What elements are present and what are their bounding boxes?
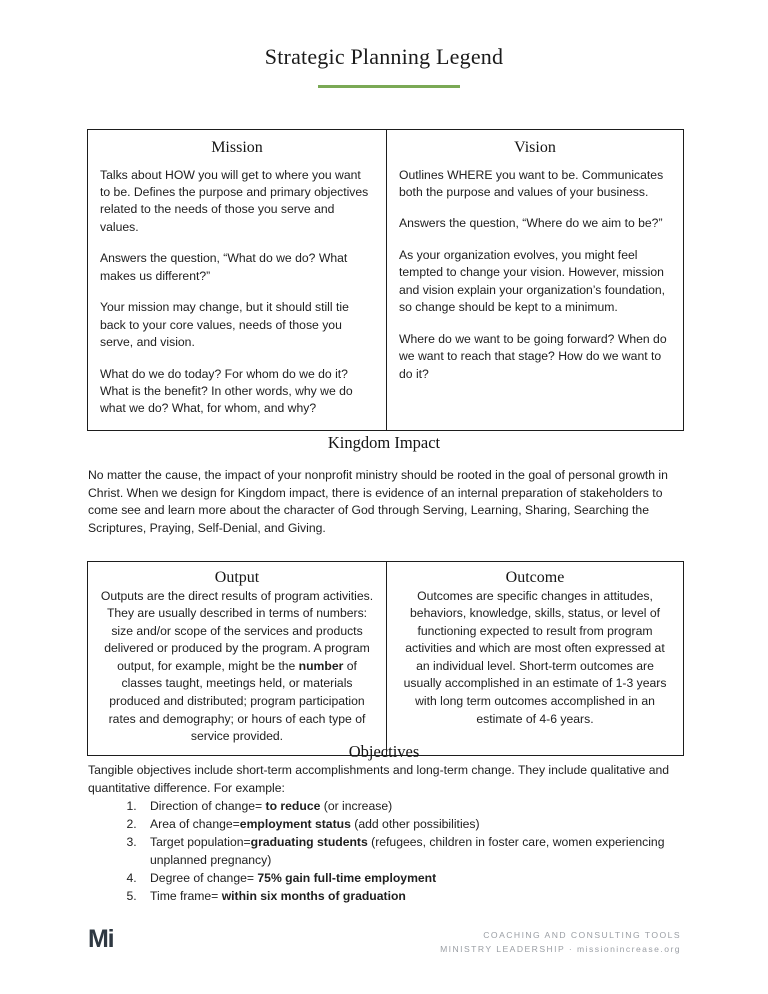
- footer-line-2: MINISTRY LEADERSHIP · missionincrease.org: [440, 943, 681, 954]
- objective-2-prefix: Area of change=: [150, 817, 240, 832]
- vision-paragraph-1: Outlines WHERE you want to be. Communicates both the purpose and values of your business.: [399, 167, 664, 200]
- vision-paragraph-4: Where do we want to be going forward? When do we want to reach that stage? How do we want to do it?: [399, 331, 667, 381]
- objective-3-suffix: (refugees, children in foster care, women experiencing unplanned pregnancy): [150, 835, 665, 868]
- outcome-header: Outcome: [505, 569, 565, 586]
- output-body: [98, 588, 376, 746]
- mission-paragraph-3: Your mission may change, but it should still tie back to your core values, needs of those you serve, and vision.: [100, 300, 349, 350]
- list-item: [140, 888, 682, 906]
- objectives-list: [88, 798, 682, 906]
- objective-2-suffix: (add other possibilities): [350, 817, 480, 832]
- output-cell: [88, 562, 387, 756]
- output-body-part1: Outputs are the direct results of program activities. They are usually described in terms of numbers: size and/or scope of the services and products delivered or produced by the program. A program output, for example, might be the: [100, 588, 374, 673]
- objectives-body: [88, 762, 682, 906]
- footer-line-1: COACHING AND CONSULTING TOOLS: [483, 930, 681, 940]
- mission-header: Mission: [211, 139, 263, 156]
- objective-3-bold: graduating students: [250, 835, 368, 850]
- output-outcome-table: [87, 561, 684, 756]
- mission-paragraph-4: What do we do today? For whom do we do it? What is the benefit? In other words, why we do what we do? What, for whom, and why?: [100, 366, 353, 416]
- objectives-heading: Objectives: [348, 742, 420, 761]
- vision-header: Vision: [514, 139, 556, 156]
- kingdom-impact-body: No matter the cause, the impact of your nonprofit ministry should be rooted in the goal of personal growth in Christ. When we design for Kingdom impact, there is evidence of an internal preparation of stakeholders to come see and learn more about the character of God through Serving, Learning, Sharing, Searching the Scriptures, Praying, Self-Denial, and Giving.: [88, 468, 668, 536]
- page-title: Strategic Planning Legend: [264, 44, 504, 69]
- vision-cell: [387, 130, 684, 431]
- list-item: [140, 816, 682, 834]
- vision-paragraph-3: As your organization evolves, you might feel tempted to change your vision. However, mission and vision explain your organization’s foundation, so change should be kept to a minimum.: [399, 247, 666, 315]
- objective-1-suffix: (or increase): [320, 799, 393, 814]
- mission-paragraph-1: Talks about HOW you will get to where you want to be. Defines the purpose and primary objectives related to the needs of those you serve and values.: [100, 167, 369, 234]
- objective-3-prefix: Target population=: [150, 835, 251, 850]
- objective-4-prefix: Degree of change=: [150, 871, 258, 886]
- objective-4-bold: 75% gain full-time employment: [257, 871, 437, 886]
- mission-increase-logo: Mi: [88, 925, 114, 953]
- output-body-bold: number: [298, 658, 344, 673]
- objective-5-bold: within six months of graduation: [221, 889, 406, 904]
- title-underline-rule: [318, 85, 460, 88]
- objective-2-bold: employment status: [239, 817, 351, 832]
- objectives-intro: Tangible objectives include short-term accomplishments and long-term change. They include qualitative and quantitative difference. For example:: [88, 763, 670, 795]
- objective-1-prefix: Direction of change=: [150, 799, 266, 814]
- output-body-part2: of classes taught, meetings held, or materials produced and distributed; program participation rates and demography; or hours of each type of service provided.: [108, 658, 366, 744]
- outcome-cell: [387, 562, 684, 756]
- table-row: [88, 562, 684, 756]
- objective-1-bold: to reduce: [265, 799, 321, 814]
- vision-paragraph-2: Answers the question, “Where do we aim to be?”: [399, 216, 663, 231]
- list-item: [140, 798, 682, 816]
- objective-5-prefix: Time frame=: [150, 889, 222, 904]
- list-item: [140, 870, 682, 888]
- footer-text: [440, 929, 681, 957]
- mission-paragraph-2: Answers the question, “What do we do? What makes us different?”: [100, 251, 348, 283]
- kingdom-impact-heading: Kingdom Impact: [327, 433, 441, 452]
- outcome-body: Outcomes are specific changes in attitudes, behaviors, knowledge, skills, status, or level of functioning expected to result from program activities and which are most often expressed at an individual level. Short-term outcomes are usually accomplished in an estimate of 1-3 years with long term outcomes accomplished in an estimate of 4-6 years.: [403, 588, 667, 726]
- list-item: [140, 834, 682, 870]
- mission-vision-table: [87, 129, 684, 431]
- output-header: Output: [214, 569, 260, 586]
- table-row: [88, 130, 684, 431]
- mission-cell: [88, 130, 387, 431]
